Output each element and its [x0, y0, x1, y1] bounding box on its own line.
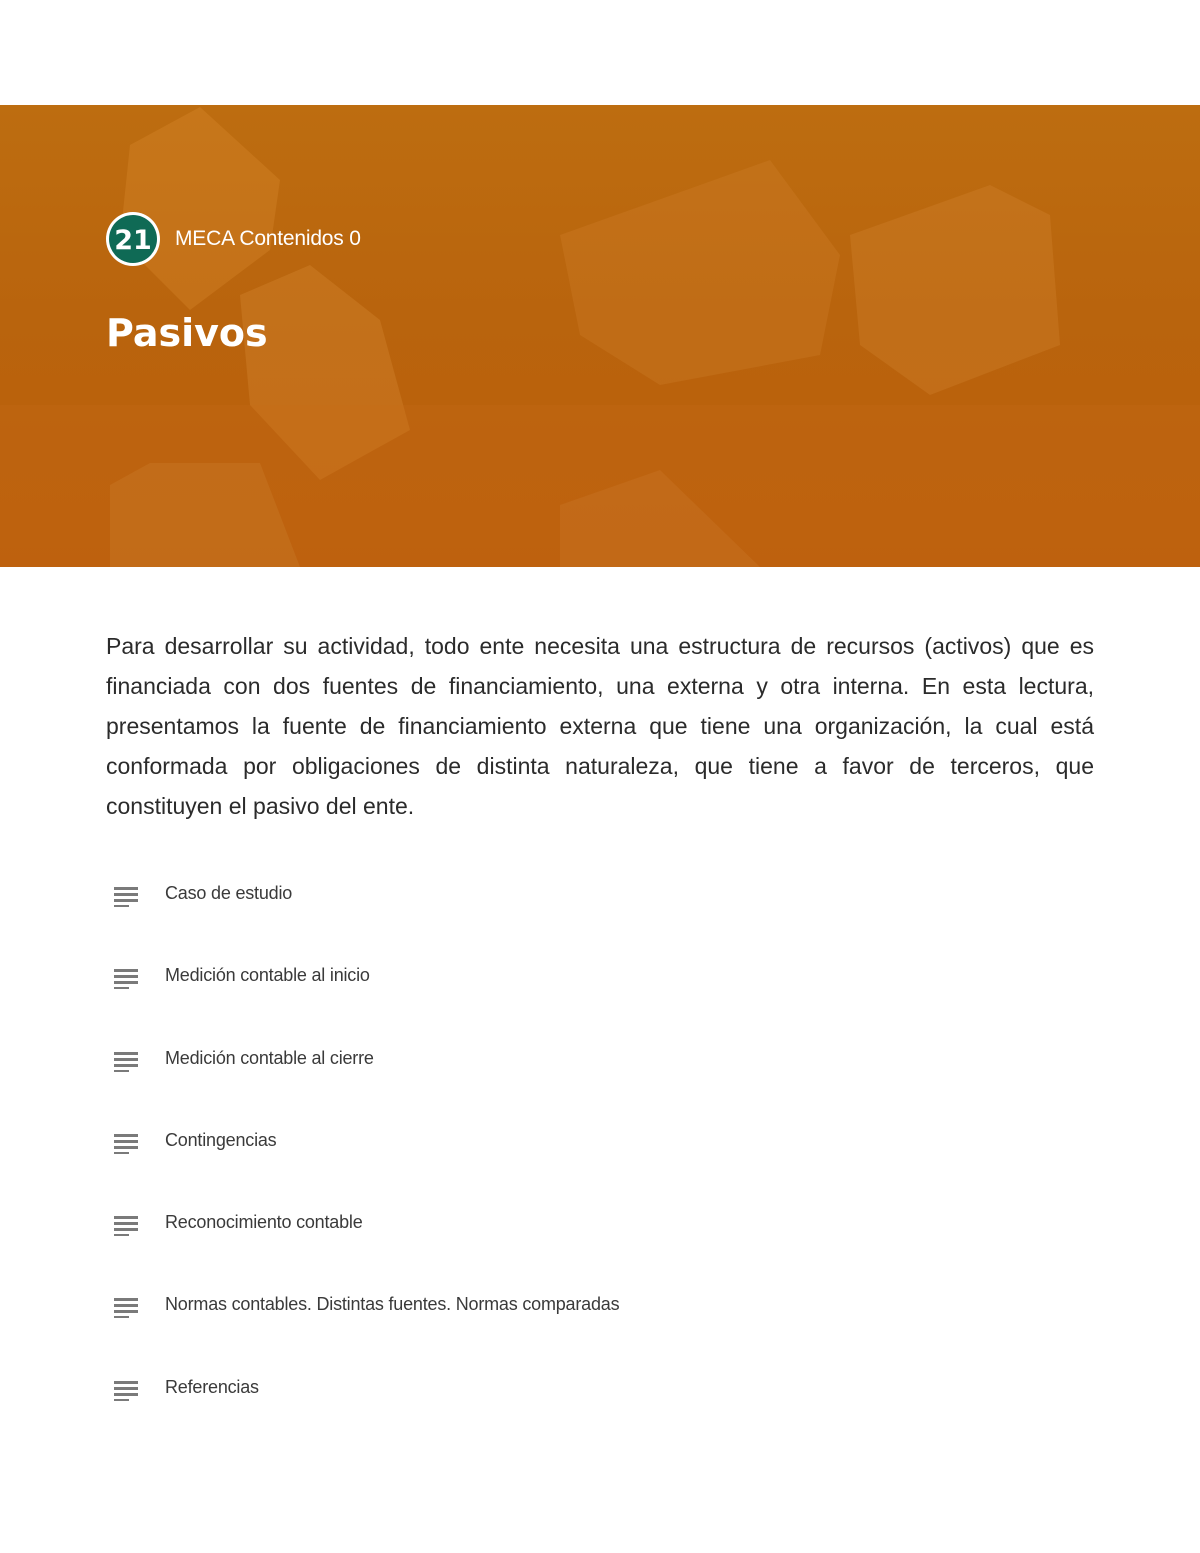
- notes-lines-icon: [114, 1379, 140, 1401]
- toc-item-label: Contingencias: [165, 1129, 277, 1150]
- toc-item-label: Normas contables. Distintas fuentes. Normas comparadas: [165, 1294, 620, 1315]
- toc-item-referencias[interactable]: [114, 1368, 814, 1450]
- notes-lines-icon: [114, 885, 140, 907]
- toc-item-label: Medición contable al inicio: [165, 965, 370, 986]
- page-title: Pasivos: [106, 311, 268, 355]
- logo-21-icon: [105, 211, 161, 267]
- toc-item-label: Referencias: [165, 1376, 259, 1397]
- logo-text: 21: [114, 225, 152, 256]
- course-header: [105, 211, 361, 267]
- course-label: MECA Contenidos 0: [175, 227, 361, 250]
- toc-item-contingencias[interactable]: [114, 1121, 814, 1203]
- toc-item-medicion-cierre[interactable]: [114, 1039, 814, 1121]
- toc-item-label: Medición contable al cierre: [165, 1047, 374, 1068]
- table-of-contents: [114, 874, 814, 1450]
- toc-item-medicion-inicio[interactable]: [114, 956, 814, 1038]
- toc-item-label: Caso de estudio: [165, 883, 293, 903]
- notes-lines-icon: [114, 1214, 140, 1236]
- notes-lines-icon: [114, 1050, 140, 1072]
- notes-lines-icon: [114, 1132, 140, 1154]
- toc-item-reconocimiento[interactable]: [114, 1203, 814, 1285]
- hero-banner: [0, 105, 1200, 567]
- toc-item-normas-contables[interactable]: [114, 1285, 814, 1367]
- intro-paragraph: Para desarrollar su actividad, todo ente necesita una estructura de recursos (activos) que es financiada con dos fuentes de financiamiento, una externa y otra interna. En esta lectura, presentamos la fuente de financiamiento externa que tiene una organización, la cual está conformada por obligaciones de distinta naturaleza, que tiene a favor de terceros, que constituyen el pasivo del ente.: [106, 633, 1094, 819]
- notes-lines-icon: [114, 1296, 140, 1318]
- toc-item-caso-de-estudio[interactable]: [114, 874, 814, 956]
- notes-lines-icon: [114, 967, 140, 989]
- toc-item-label: Reconocimiento contable: [165, 1212, 363, 1233]
